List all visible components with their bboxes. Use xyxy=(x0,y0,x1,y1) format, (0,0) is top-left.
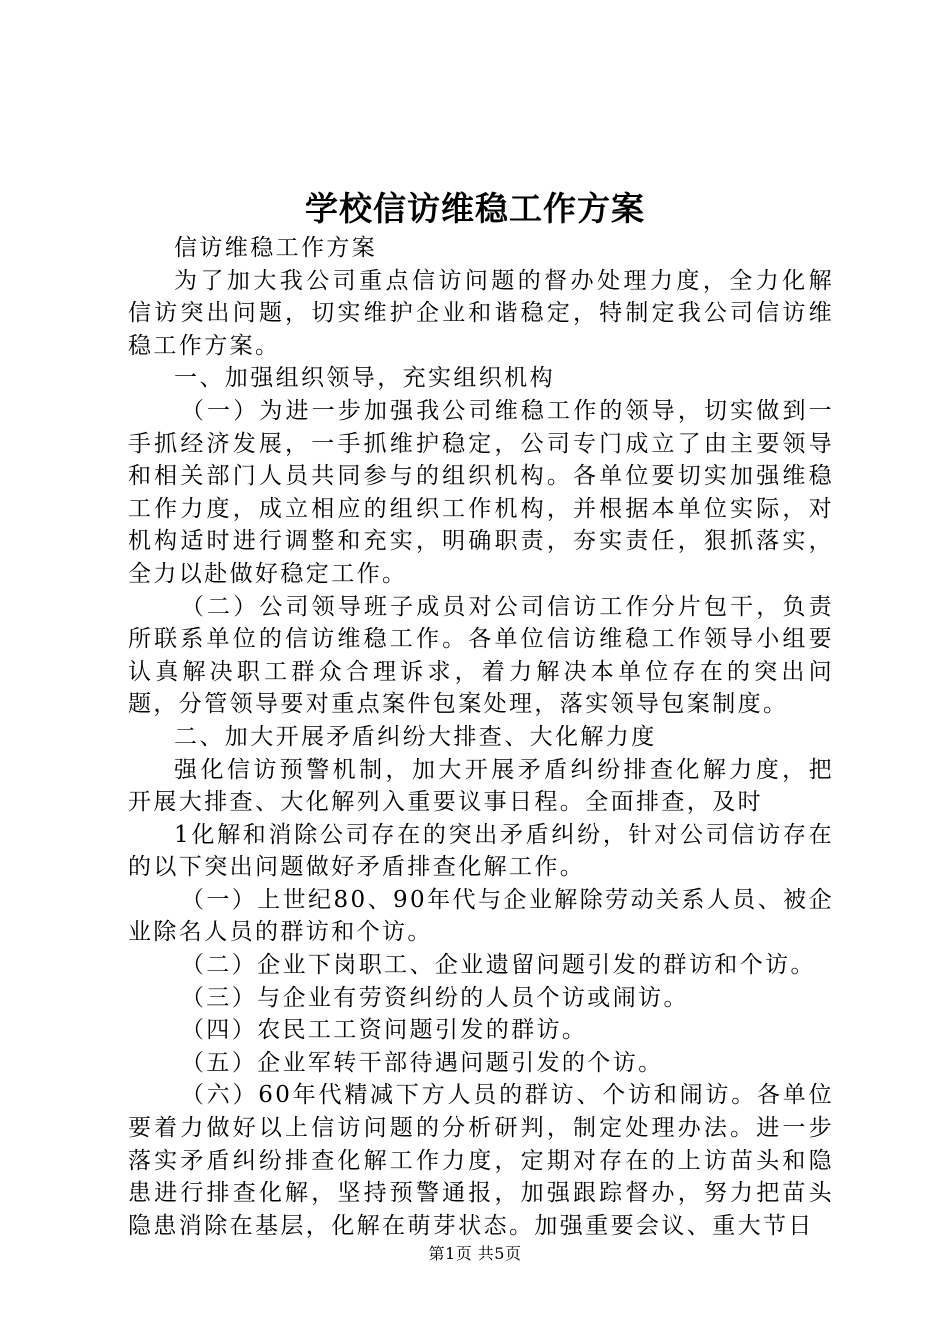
paragraph-1-2: （二）公司领导班子成员对公司信访工作分片包干，负责所联系单位的信访维稳工作。各单位信访维稳工作领导小组要认真解决职工群众合理诉求，着力解决本单位存在的突出问题，分管领导要对重点案件包案处理，落实领导包案制度。 xyxy=(128,593,834,718)
paragraph-2-continued: 1化解和消除公司存在的突出矛盾纠纷，针对公司信访存在的以下突出问题做好矛盾排查化解工作。 xyxy=(128,821,834,881)
paragraph-subtitle: 信访维稳工作方案 xyxy=(174,235,378,261)
document-body xyxy=(128,232,834,1242)
paragraph-2-intro: 强化信访预警机制，加大开展矛盾纠纷排查化解力度，把开展大排查、大化解列入重要议事日程。全面排查，及时 xyxy=(128,756,834,816)
list-item-3: （三）与企业有劳资纠纷的人员个访或闹访。 xyxy=(180,984,689,1011)
page-footer: 第1页 共5页 xyxy=(428,1244,522,1263)
paragraph-1-1: （一）为进一步加强我公司维稳工作的领导，切实做到一手抓经济发展，一手抓维护稳定，公司专门成立了由主要领导和相关部门人员共同参与的组织机构。各单位要切实加强维稳工作力度，成立相应的组织工作机构，并根据本单位实际，对机构适时进行调整和充实，明确职责，夯实责任，狠抓落实，全力以赴做好稳定工作。 xyxy=(128,397,834,587)
document-title: 学校信访维稳工作方案 xyxy=(305,189,645,228)
list-item-5: （五）企业军转干部待遇问题引发的个访。 xyxy=(180,1049,664,1076)
list-item-1: （一）上世纪80、90年代与企业解除劳动关系人员、被企业除名人员的群访和个访。 xyxy=(128,886,834,946)
list-item-4: （四）农民工工资问题引发的群访。 xyxy=(180,1017,588,1044)
paragraph-intro: 为了加大我公司重点信访问题的督办处理力度，全力化解信访突出问题，切实维护企业和谐稳定，特制定我公司信访维稳工作方案。 xyxy=(128,267,834,359)
section-heading-2: 二、加大开展矛盾纠纷大排查、大化解力度 xyxy=(174,723,657,750)
section-heading-1: 一、加强组织领导，充实组织机构 xyxy=(174,365,555,392)
list-item-6: （六）60年代精减下方人员的群访、个访和闹访。各单位要着力做好以上信访问题的分析研判，制定处理办法。进一步落实矛盾纠纷排查化解工作力度，定期对存在的上访苗头和隐患进行排查化解，坚持预警通报，加强跟踪督办，努力把苗头隐患消除在基层，化解在萌芽状态。加强重要会议、重大节日 xyxy=(128,1082,834,1239)
list-item-2: （二）企业下岗职工、企业遗留问题引发的群访和个访。 xyxy=(180,952,816,979)
